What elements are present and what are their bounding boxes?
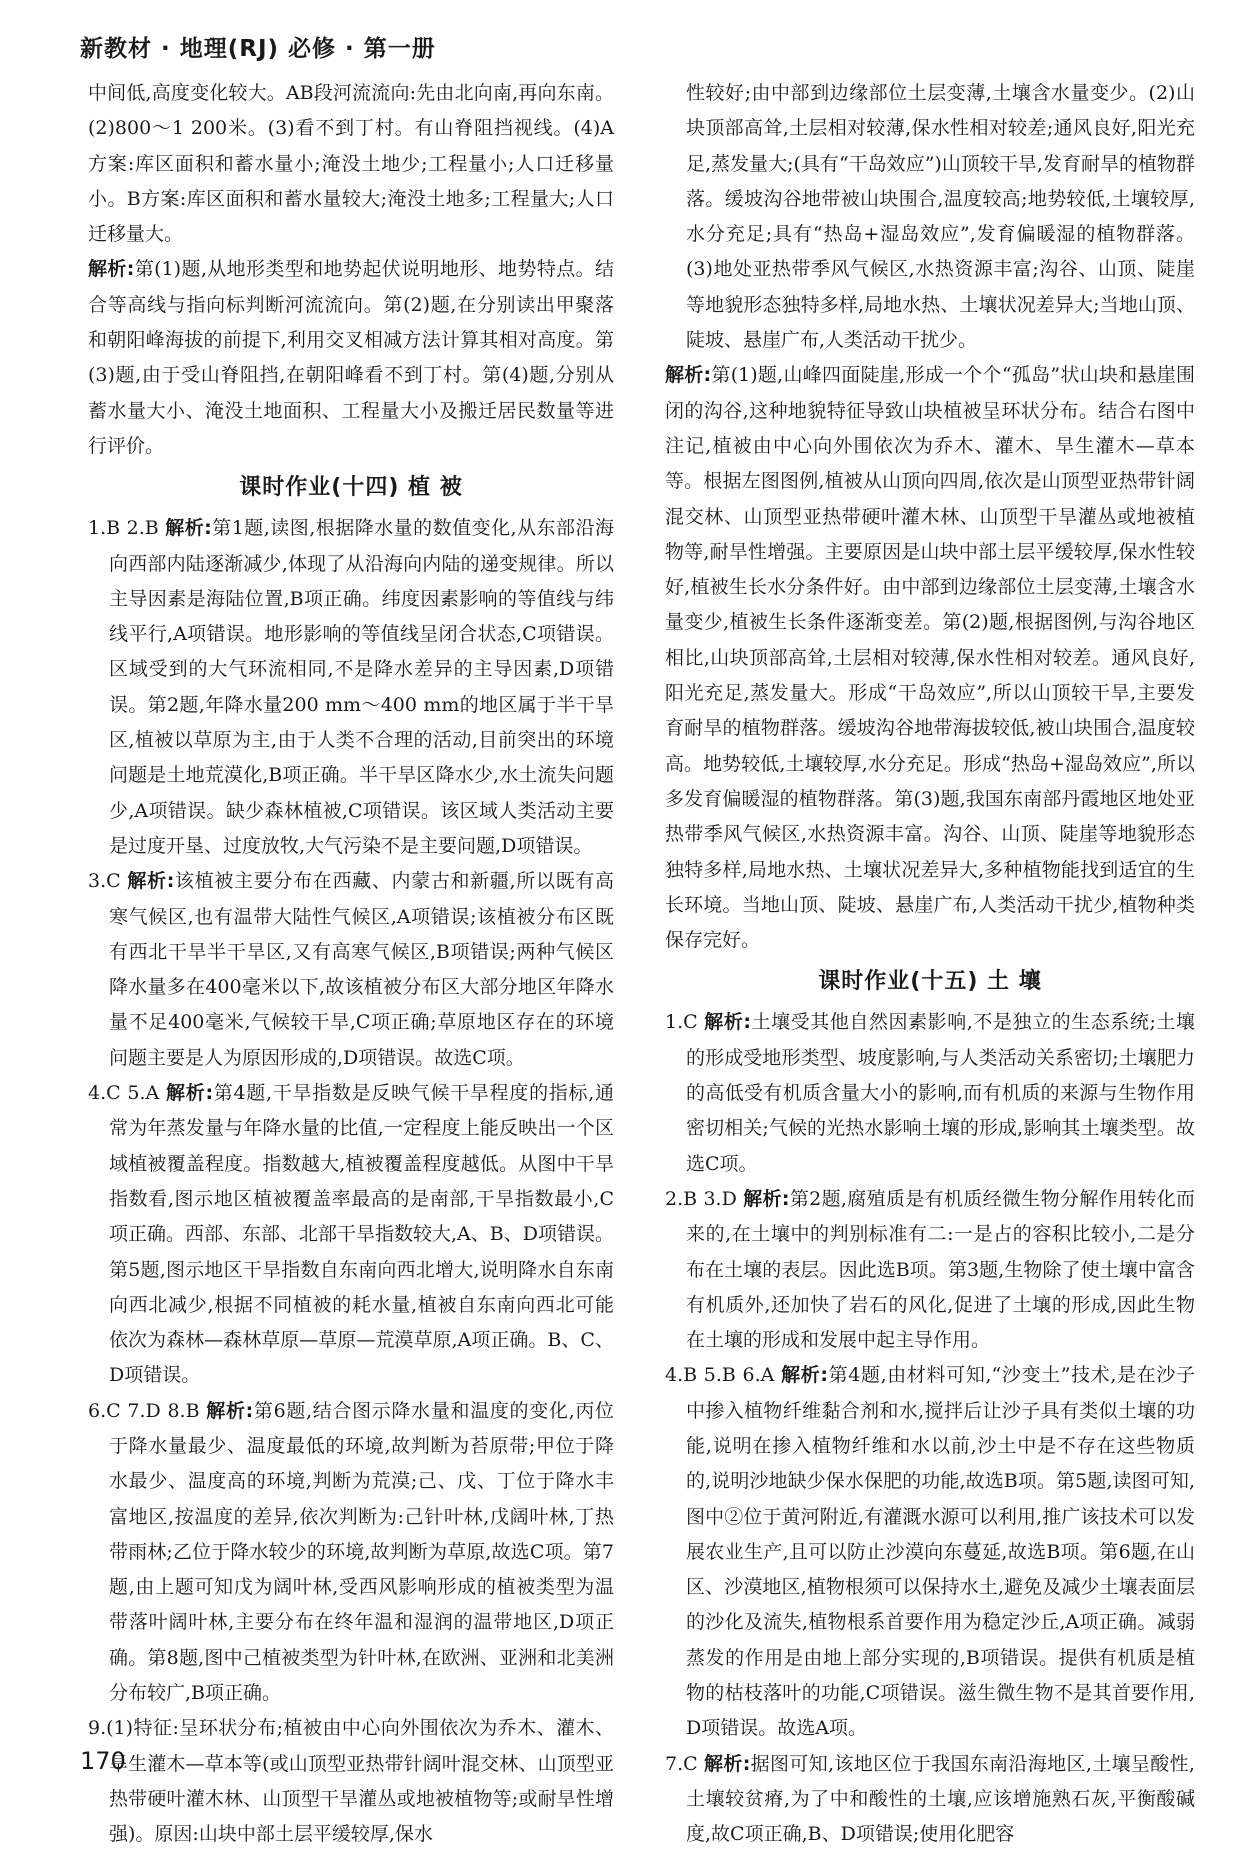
answer-text: (1)特征:呈环状分布;植被由中心向外围依次为乔木、灌木、旱生灌木—草本等(或山顶型亚热带针阔叶混交林、山顶型亚热带硬叶灌木林、山顶型干旱灌丛或地被植物等;或耐旱性增强)。原因:山块中部土层平缓较厚,保水 <box>106 1717 614 1846</box>
page-number: 170 <box>80 1747 126 1775</box>
answer-key: 7.C <box>665 1752 705 1775</box>
answer-item <box>665 1358 1195 1746</box>
analysis-text: 土壤受其他自然因素影响,不是独立的生态系统;土壤的形成受地形类型、坡度影响,与人类活动关系密切;土壤肥力的高低受有机质含量大小的影响,而有机质的来源与生物作用密切相关;气候的光热水影响土壤的形成,影响其土壤类型。故选C项。 <box>686 1011 1195 1175</box>
analysis-text: 第1题,读图,根据降水量的数值变化,从东部沿海向西部内陆逐渐减少,体现了从沿海向内陆的递变规律。所以主导因素是海陆位置,B项正确。纬度因素影响的等值线与纬线平行,A项错误。地形影响的等值线呈闭合状态,C项错误。区域受到的大气环流相同,不是降水差异的主导因素,D项错误。第2题,年降水量200 mm～400 mm的地区属于半干旱区,植被以草原为主,由于人类不合理的活动,目前突出的环境问题是土地荒漠化,B项正确。半干旱区降水少,水土流失问题少,A项错误。缺少森林植被,C项错误。该区域人类活动主要是过度开垦、过度放牧,大气污染不是主要问题,D项错误。 <box>109 517 614 857</box>
analysis-label: 解析: <box>88 258 135 281</box>
analysis-text: 第(1)题,山峰四面陡崖,形成一个个“孤岛”状山块和悬崖围闭的沟谷,这种地貌特征导致山块植被呈环状分布。结合右图中注记,植被由中心向外围依次为乔木、灌木、旱生灌木—草本等。根据左图图例,植被从山顶向四周,依次是山顶型亚热带针阔混交林、山顶型亚热带硬叶灌木林、山顶型干旱灌丛或地被植物等,耐旱性增强。主要原因是山块中部土层平缓较厚,保水性较好,植被生长水分条件好。由中部到边缘部位土层变薄,土壤含水量变少,植被生长条件逐渐变差。第(2)题,根据图例,与沟谷地区相比,山块顶部高耸,土层相对较薄,保水性相对较差。通风良好,阳光充足,蒸发量大。形成“干岛效应”,所以山顶较干旱,主要发育耐旱的植物群落。缓坡沟谷地带海拔较低,被山块围合,温度较高。地势较低,土壤较厚,水分充足。形成“热岛+湿岛效应”,所以多发育偏暖湿的植物群落。第(3)题,我国东南部丹霞地区地处亚热带季风气候区,水热资源丰富。沟谷、山顶、陡崖等地貌形态独特多样,局地水热、土壤状况差异大,多种植物能找到适宜的生长环境。当地山顶、陡坡、悬崖广布,人类活动干扰少,植物种类保存完好。 <box>665 364 1195 952</box>
analysis-label: 解析: <box>704 1011 752 1034</box>
answer-item <box>88 1076 614 1394</box>
analysis-text: 第2题,腐殖质是有机质经微生物分解作用转化而来的,在土壤中的判别标准有二:一是占的容积比较小,二是分布在土壤的表层。因此选B项。第3题,生物除了使土壤中富含有机质外,还加快了岩石的风化,促进了土壤的形成,因此生物在土壤的形成和发展中起主导作用。 <box>686 1187 1195 1352</box>
analysis-text: 第4题,由材料可知,“沙变土”技术,是在沙子中掺入植物纤维黏合剂和水,搅拌后让沙子具有类似土壤的功能,说明在掺入植物纤维和水以前,沙土中是不存在这些物质的,说明沙地缺少保水保肥的功能,故选B项。第5题,读图可知,图中②位于黄河附近,有灌溉水源可以利用,推广该技术可以发展农业生产,且可以防止沙漠向东蔓延,故选B项。第6题,在山区、沙漠地区,植物根须可以保持水土,避免及减少土壤表面层的沙化及流失,植物根系首要作用为稳定沙丘,A项正确。减弱蒸发的作用是由地上部分实现的,B项错误。提供有机质是植物的枯枝落叶的功能,C项错误。滋生微生物不是其首要作用,D项错误。故选A项。 <box>686 1364 1195 1740</box>
analysis-text: 该植被主要分布在西藏、内蒙古和新疆,所以既有高寒气候区,也有温带大陆性气候区,A项错误;该植被分布区既有西北干旱半干旱区,又有高寒气候区,B项错误;两种气候区降水量多在400毫米以下,故该植被分布区大部分地区年降水量不足400毫米,气候较干旱,C项正确;草原地区存在的环境问题主要是人为原因形成的,D项错误。故选C项。 <box>109 870 614 1069</box>
answer-key: 9. <box>88 1717 107 1740</box>
analysis-label: 解析: <box>165 517 212 540</box>
answer-paragraph: 中间低,高度变化较大。AB段河流流向:先由北向南,再向东南。(2)800～1 200米。(3)看不到丁村。有山脊阻挡视线。(4)A方案:库区面积和蓄水量小;淹没土地少;工程量小;人口迁移量小。B方案:库区面积和蓄水量较大;淹没土地多;工程量大;人口迁移量大。 <box>88 82 614 246</box>
section-title: 课时作业(十五) 土 壤 <box>818 969 1042 995</box>
analysis-label: 解析: <box>743 1187 790 1210</box>
left-column <box>88 76 614 1853</box>
answer-item <box>88 864 614 1076</box>
analysis-paragraph <box>88 252 614 464</box>
analysis-text: 第6题,结合图示降水量和温度的变化,丙位于降水量最少、温度最低的环境,故判断为苔原带;甲位于降水最少、温度高的环境,判断为荒漠;己、戊、丁位于降水丰富地区,按温度的差异,依次判断为:己针叶林,戊阔叶林,丁热带雨林;乙位于降水较少的环境,故判断为草原,故选C项。第7题,由上题可知戊为阔叶林,受西风影响形成的植被类型为温带落叶阔叶林,主要分布在终年温和湿润的温带地区,D项正确。第8题,图中己植被类型为针叶林,在欧洲、亚洲和北美洲分布较广,B项正确。 <box>109 1399 614 1705</box>
section-title: 课时作业(十四) 植 被 <box>239 475 463 501</box>
answer-key: 1.C <box>665 1011 705 1034</box>
answer-item <box>88 1394 614 1712</box>
answer-key: 4.C 5.A <box>88 1082 167 1105</box>
analysis-label: 解析: <box>704 1752 751 1775</box>
analysis-label: 解析: <box>665 364 712 387</box>
analysis-text: 第(1)题,从地形类型和地势起伏说明地形、地势特点。结合等高线与指向标判断河流流向。第(2)题,在分别读出甲聚落和朝阳峰海拔的前提下,利用交叉相减方法计算其相对高度。第(3)题,由于受山脊阻挡,在朝阳峰看不到丁村。第(4)题,分别从蓄水量大小、淹没土地面积、工程量大小及搬迁居民数量等进行评价。 <box>88 258 614 457</box>
analysis-label: 解析: <box>781 1364 828 1387</box>
answer-item <box>665 1005 1195 1181</box>
answer-item <box>665 1747 1195 1853</box>
answer-item <box>88 511 614 864</box>
answer-key: 1.B 2.B <box>88 517 166 540</box>
analysis-label: 解析: <box>127 870 175 893</box>
analysis-label: 解析: <box>206 1399 254 1422</box>
running-head: 新教材 · 地理(RJ) 必修 · 第一册 <box>80 36 436 62</box>
answer-item <box>88 1711 614 1852</box>
analysis-paragraph <box>665 358 1195 958</box>
analysis-text: 据图可知,该地区位于我国东南沿海地区,土壤呈酸性,土壤较贫瘠,为了中和酸性的土壤,应该增施熟石灰,平衡酸碱度,故C项正确,B、D项错误;使用化肥容 <box>686 1752 1195 1846</box>
answer-key: 2.B 3.D <box>665 1187 744 1210</box>
answer-key: 6.C 7.D 8.B <box>88 1399 207 1422</box>
right-column <box>665 76 1195 1853</box>
answer-continuation: 性较好;由中部到边缘部位土层变薄,土壤含水量变少。(2)山块顶部高耸,土层相对较薄,保水性相对较差;通风良好,阳光充足,蒸发量大;(具有“干岛效应”)山顶较干旱,发育耐旱的植物群落。缓坡沟谷地带被山块围合,温度较高;地势较低,土壤较厚,水分充足;具有“热岛+湿岛效应”,发育偏暖湿的植物群落。(3)地处亚热带季风气候区,水热资源丰富;沟谷、山顶、陡崖等地貌形态独特多样,局地水热、土壤状况差异大;当地山顶、陡坡、悬崖广布,人类活动干扰少。 <box>686 82 1195 352</box>
answer-key: 4.B 5.B 6.A <box>665 1364 782 1387</box>
answer-item <box>665 1182 1195 1358</box>
answer-key: 3.C <box>88 870 128 893</box>
analysis-text: 第4题,干旱指数是反映气候干旱程度的指标,通常为年蒸发量与年降水量的比值,一定程度上能反映出一个区域植被覆盖程度。指数越大,植被覆盖程度越低。从图中干旱指数看,图示地区植被覆盖率最高的是南部,干旱指数最小,C项正确。西部、东部、北部干旱指数较大,A、B、D项错误。第5题,图示地区干旱指数自东南向西北增大,说明降水自东南向西北减少,根据不同植被的耗水量,植被自东南向西北可能依次为森林—森林草原—草原—荒漠草原,A项正确。B、C、D项错误。 <box>109 1082 614 1387</box>
analysis-label: 解析: <box>166 1082 214 1105</box>
